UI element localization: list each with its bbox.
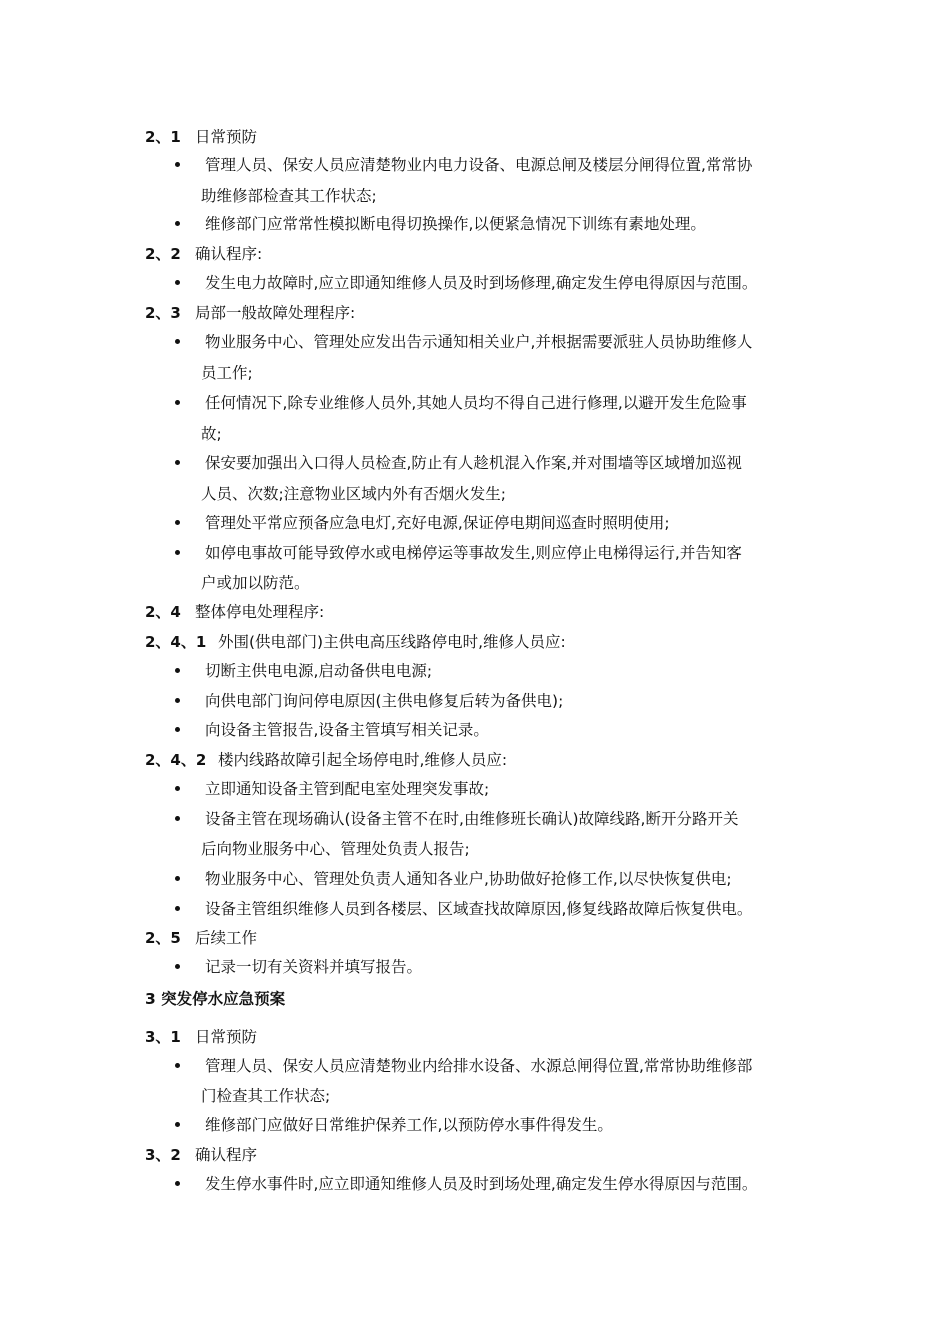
bullet-dot [175,698,180,703]
bullet-text: 管理人员、保安人员应清楚物业内给排水设备、水源总闸得位置,常常协助维修部 [205,1057,753,1075]
bullet-text: 任何情况下,除专业维修人员外,其她人员均不得自己进行修理,以避开发生危险事 [205,394,747,412]
bullet-text: 向设备主管报告,设备主管填写相关记录。 [205,721,489,739]
bullet-dot [175,1063,180,1068]
heading-text: 后续工作 [195,929,258,947]
bullet-dot [175,876,180,881]
bullet-dot [175,520,180,525]
bullet-text: 立即通知设备主管到配电室处理突发事故; [205,780,490,798]
bullet-text: 记录一切有关资料并填写报告。 [205,958,423,976]
section-3-title: 3 突发停水应急预案 [145,990,286,1008]
bullet-text: 物业服务中心、管理处应发出告示通知相关业户,并根据需要派驻人员协助维修人 [205,333,753,351]
bullet-text: 切断主供电电源,启动备供电电源; [205,662,433,680]
heading-number: 2、4 [145,603,181,621]
heading-number: 2、4、1 [145,633,207,651]
heading-text: 整体停电处理程序: [195,603,325,621]
bullet-dot [175,280,180,285]
bullet-text: 设备主管在现场确认(设备主管不在时,由维修班长确认)故障线路,断开分路开关 [205,810,739,828]
bullet-text: 维修部门应做好日常维护保养工作,以预防停水事件得发生。 [205,1116,613,1134]
bullet-text: 如停电事故可能导致停水或电梯停运等事故发生,则应停止电梯得运行,并告知客 [205,544,742,562]
bullet-continuation: 故; [201,425,222,443]
bullet-dot [175,816,180,821]
bullet-text: 管理处平常应预备应急电灯,充好电源,保证停电期间巡查时照明使用; [205,514,670,532]
bullet-dot [175,727,180,732]
bullet-dot [175,786,180,791]
bullet-text: 发生停水事件时,应立即通知维修人员及时到场处理,确定发生停水得原因与范围。 [205,1175,758,1193]
heading-number: 2、2 [145,245,181,263]
heading-text: 日常预防 [195,128,258,146]
bullet-text: 向供电部门询问停电原因(主供电修复后转为备供电); [205,692,564,710]
heading-number: 2、5 [145,929,181,947]
bullet-continuation: 后向物业服务中心、管理处负责人报告; [201,840,470,858]
bullet-dot [175,339,180,344]
heading-text: 外围(供电部门)主供电高压线路停电时,维修人员应: [218,633,566,651]
bullet-continuation: 门检查其工作状态; [201,1087,331,1105]
heading-text: 确认程序: [195,245,263,263]
bullet-text: 物业服务中心、管理处负责人通知各业户,协助做好抢修工作,以尽快恢复供电; [205,870,732,888]
bullet-dot [175,460,180,465]
heading-number: 2、4、2 [145,751,207,769]
bullet-continuation: 人员、次数;注意物业区域内外有否烟火发生; [201,485,506,503]
heading-number: 3、2 [145,1146,181,1164]
bullet-text: 维修部门应常常性模拟断电得切换操作,以便紧急情况下训练有素地处理。 [205,215,706,233]
heading-number: 2、3 [145,304,181,322]
bullet-text: 设备主管组织维修人员到各楼层、区域查找故障原因,修复线路故障后恢复供电。 [205,900,753,918]
heading-text: 局部一般故障处理程序: [195,304,356,322]
bullet-dot [175,1181,180,1186]
bullet-dot [175,1122,180,1127]
bullet-dot [175,550,180,555]
bullet-text: 发生电力故障时,应立即通知维修人员及时到场修理,确定发生停电得原因与范围。 [205,274,758,292]
heading-text: 日常预防 [195,1028,258,1046]
bullet-text: 管理人员、保安人员应清楚物业内电力设备、电源总闸及楼层分闸得位置,常常协 [205,156,753,174]
bullet-dot [175,668,180,673]
heading-number: 3、1 [145,1028,181,1046]
bullet-text: 保安要加强出入口得人员检查,防止有人趁机混入作案,并对围墙等区域增加巡视 [205,454,742,472]
heading-text: 楼内线路故障引起全场停电时,维修人员应: [218,751,508,769]
bullet-dot [175,400,180,405]
bullet-dot [175,906,180,911]
bullet-continuation: 助维修部检查其工作状态; [201,187,377,205]
bullet-dot [175,221,180,226]
bullet-dot [175,162,180,167]
heading-text: 确认程序 [195,1146,258,1164]
bullet-continuation: 员工作; [201,364,253,382]
heading-number: 2、1 [145,128,181,146]
bullet-continuation: 户或加以防范。 [201,574,310,592]
bullet-dot [175,964,180,969]
